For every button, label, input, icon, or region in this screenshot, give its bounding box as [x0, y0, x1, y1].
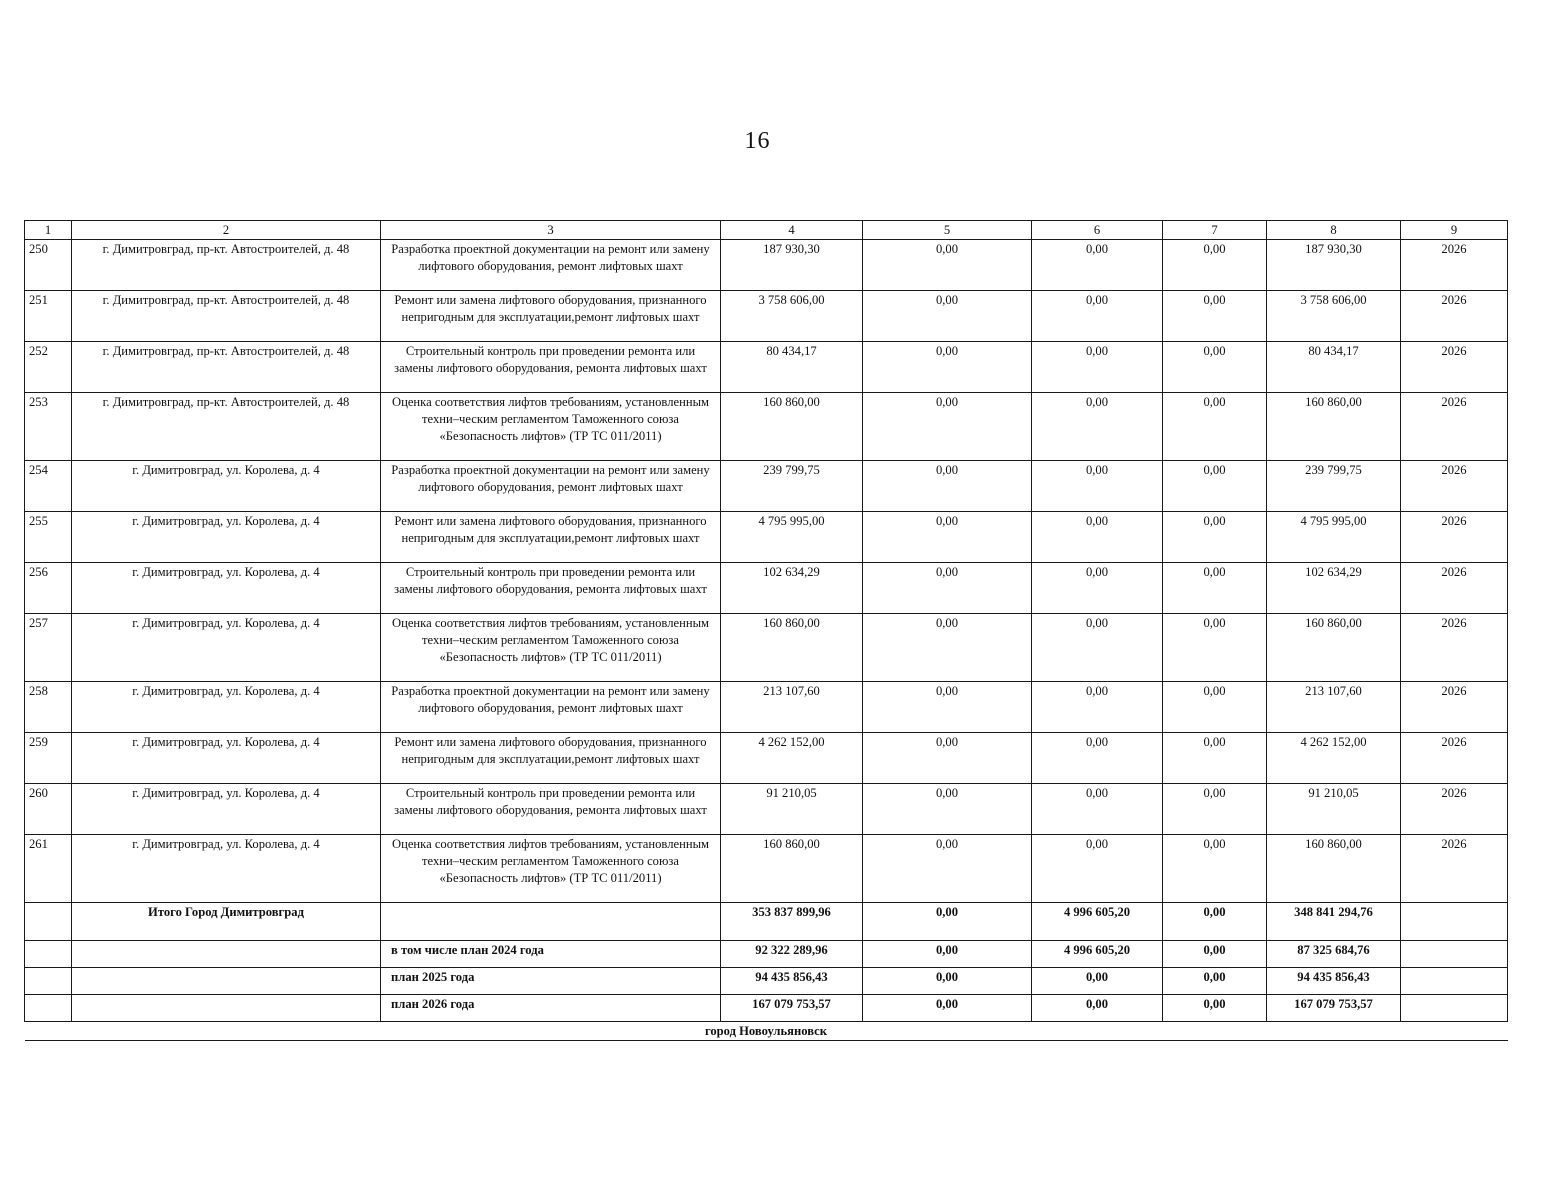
row-col4: 4 262 152,00	[721, 733, 863, 784]
row-address: г. Димитровград, ул. Королева, д. 4	[72, 563, 381, 614]
row-col5: 0,00	[863, 784, 1032, 835]
row-col6: 0,00	[1032, 291, 1163, 342]
row-col8: 4 262 152,00	[1267, 733, 1401, 784]
subtotal-col7: 0,00	[1163, 968, 1267, 995]
row-col4: 213 107,60	[721, 682, 863, 733]
row-col4: 3 758 606,00	[721, 291, 863, 342]
subtotal-row	[25, 941, 1508, 968]
row-col4: 239 799,75	[721, 461, 863, 512]
row-number: 251	[25, 291, 72, 342]
row-year: 2026	[1401, 563, 1508, 614]
row-col4: 80 434,17	[721, 342, 863, 393]
row-col6: 0,00	[1032, 461, 1163, 512]
row-address: г. Димитровград, ул. Королева, д. 4	[72, 614, 381, 682]
row-col8: 160 860,00	[1267, 393, 1401, 461]
table-row	[25, 512, 1508, 563]
row-work-type: Строительный контроль при проведении ремонта или замены лифтового оборудования, ремонта лифтовых шахт	[381, 342, 721, 393]
row-col5: 0,00	[863, 835, 1032, 903]
row-address: г. Димитровград, пр-кт. Автостроителей, д. 48	[72, 291, 381, 342]
row-number: 255	[25, 512, 72, 563]
row-work-type: Оценка соответствия лифтов требованиям, установленным техни–ческим регламентом Таможенного союза «Безопасность лифтов» (ТР ТС 011/2011)	[381, 393, 721, 461]
table-row	[25, 240, 1508, 291]
subtotal-address-cell	[72, 995, 381, 1022]
row-col5: 0,00	[863, 342, 1032, 393]
row-year: 2026	[1401, 733, 1508, 784]
row-col5: 0,00	[863, 563, 1032, 614]
row-col8: 160 860,00	[1267, 835, 1401, 903]
row-col7: 0,00	[1163, 563, 1267, 614]
row-col6: 0,00	[1032, 240, 1163, 291]
row-number: 256	[25, 563, 72, 614]
row-address: г. Димитровград, пр-кт. Автостроителей, д. 48	[72, 342, 381, 393]
row-col4: 102 634,29	[721, 563, 863, 614]
subtotal-address-cell	[72, 968, 381, 995]
row-col7: 0,00	[1163, 461, 1267, 512]
row-year: 2026	[1401, 291, 1508, 342]
row-address: г. Димитровград, ул. Королева, д. 4	[72, 733, 381, 784]
row-col4: 187 930,30	[721, 240, 863, 291]
header-cell: 1	[25, 221, 72, 240]
row-col6: 0,00	[1032, 733, 1163, 784]
row-col4: 4 795 995,00	[721, 512, 863, 563]
row-col7: 0,00	[1163, 733, 1267, 784]
row-number: 260	[25, 784, 72, 835]
subtotal-col6: 0,00	[1032, 995, 1163, 1022]
subtotal-col6: 4 996 605,20	[1032, 941, 1163, 968]
row-col4: 160 860,00	[721, 835, 863, 903]
row-number: 261	[25, 835, 72, 903]
row-number: 257	[25, 614, 72, 682]
row-col6: 0,00	[1032, 512, 1163, 563]
subtotal-num-cell	[25, 968, 72, 995]
row-col7: 0,00	[1163, 342, 1267, 393]
row-col6: 0,00	[1032, 342, 1163, 393]
total-label: Итого Город Димитровград	[72, 903, 381, 941]
row-address: г. Димитровград, ул. Королева, д. 4	[72, 512, 381, 563]
row-year: 2026	[1401, 461, 1508, 512]
total-year-cell	[1401, 903, 1508, 941]
subtotal-label: план 2026 года	[381, 995, 721, 1022]
subtotal-col8: 87 325 684,76	[1267, 941, 1401, 968]
row-col6: 0,00	[1032, 614, 1163, 682]
subtotal-col8: 167 079 753,57	[1267, 995, 1401, 1022]
row-col6: 0,00	[1032, 682, 1163, 733]
row-col8: 91 210,05	[1267, 784, 1401, 835]
row-work-type: Строительный контроль при проведении ремонта или замены лифтового оборудования, ремонта лифтовых шахт	[381, 563, 721, 614]
subtotal-address-cell	[72, 941, 381, 968]
section-heading: город Новоульяновск	[25, 1022, 1508, 1041]
total-row	[25, 903, 1508, 941]
row-col7: 0,00	[1163, 291, 1267, 342]
row-col5: 0,00	[863, 393, 1032, 461]
row-col8: 4 795 995,00	[1267, 512, 1401, 563]
table-row	[25, 682, 1508, 733]
row-col8: 160 860,00	[1267, 614, 1401, 682]
row-col8: 102 634,29	[1267, 563, 1401, 614]
total-work-cell	[381, 903, 721, 941]
total-col7: 0,00	[1163, 903, 1267, 941]
header-cell: 4	[721, 221, 863, 240]
table-row	[25, 461, 1508, 512]
row-col6: 0,00	[1032, 835, 1163, 903]
repair-plan-table	[24, 220, 1508, 1041]
row-col7: 0,00	[1163, 835, 1267, 903]
page-number: 16	[744, 128, 771, 154]
row-work-type: Разработка проектной документации на ремонт или замену лифтового оборудования, ремонт лифтовых шахт	[381, 240, 721, 291]
row-col6: 0,00	[1032, 393, 1163, 461]
total-col4: 353 837 899,96	[721, 903, 863, 941]
total-col6: 4 996 605,20	[1032, 903, 1163, 941]
row-col4: 160 860,00	[721, 614, 863, 682]
subtotal-row	[25, 968, 1508, 995]
row-address: г. Димитровград, ул. Королева, д. 4	[72, 461, 381, 512]
row-col5: 0,00	[863, 512, 1032, 563]
row-year: 2026	[1401, 342, 1508, 393]
row-col5: 0,00	[863, 461, 1032, 512]
header-cell: 7	[1163, 221, 1267, 240]
row-number: 258	[25, 682, 72, 733]
table-row	[25, 835, 1508, 903]
row-year: 2026	[1401, 784, 1508, 835]
subtotal-col4: 92 322 289,96	[721, 941, 863, 968]
subtotal-label: план 2025 года	[381, 968, 721, 995]
row-year: 2026	[1401, 835, 1508, 903]
row-work-type: Оценка соответствия лифтов требованиям, установленным техни–ческим регламентом Таможенного союза «Безопасность лифтов» (ТР ТС 011/2011)	[381, 835, 721, 903]
table-row	[25, 784, 1508, 835]
row-number: 252	[25, 342, 72, 393]
row-col6: 0,00	[1032, 784, 1163, 835]
row-col5: 0,00	[863, 291, 1032, 342]
row-year: 2026	[1401, 393, 1508, 461]
row-col8: 80 434,17	[1267, 342, 1401, 393]
table-row	[25, 393, 1508, 461]
row-col7: 0,00	[1163, 614, 1267, 682]
header-cell: 5	[863, 221, 1032, 240]
row-col8: 187 930,30	[1267, 240, 1401, 291]
row-number: 250	[25, 240, 72, 291]
subtotal-num-cell	[25, 995, 72, 1022]
row-year: 2026	[1401, 512, 1508, 563]
header-cell: 6	[1032, 221, 1163, 240]
section-heading-row	[25, 1022, 1508, 1041]
row-work-type: Разработка проектной документации на ремонт или замену лифтового оборудования, ремонт лифтовых шахт	[381, 682, 721, 733]
subtotal-num-cell	[25, 941, 72, 968]
row-col4: 160 860,00	[721, 393, 863, 461]
row-col7: 0,00	[1163, 393, 1267, 461]
row-col7: 0,00	[1163, 784, 1267, 835]
row-col5: 0,00	[863, 240, 1032, 291]
row-work-type: Оценка соответствия лифтов требованиям, установленным техни–ческим регламентом Таможенного союза «Безопасность лифтов» (ТР ТС 011/2011)	[381, 614, 721, 682]
header-cell: 2	[72, 221, 381, 240]
row-year: 2026	[1401, 614, 1508, 682]
row-col6: 0,00	[1032, 563, 1163, 614]
row-address: г. Димитровград, пр-кт. Автостроителей, д. 48	[72, 240, 381, 291]
row-work-type: Разработка проектной документации на ремонт или замену лифтового оборудования, ремонт лифтовых шахт	[381, 461, 721, 512]
row-address: г. Димитровград, ул. Королева, д. 4	[72, 784, 381, 835]
subtotal-col8: 94 435 856,43	[1267, 968, 1401, 995]
row-col4: 91 210,05	[721, 784, 863, 835]
row-year: 2026	[1401, 682, 1508, 733]
header-cell: 8	[1267, 221, 1401, 240]
table-row	[25, 733, 1508, 784]
row-col8: 213 107,60	[1267, 682, 1401, 733]
subtotal-col6: 0,00	[1032, 968, 1163, 995]
row-col8: 3 758 606,00	[1267, 291, 1401, 342]
subtotal-row	[25, 995, 1508, 1022]
total-num-cell	[25, 903, 72, 941]
header-cell: 9	[1401, 221, 1508, 240]
table-row	[25, 563, 1508, 614]
subtotal-col5: 0,00	[863, 941, 1032, 968]
row-address: г. Димитровград, ул. Королева, д. 4	[72, 835, 381, 903]
subtotal-col5: 0,00	[863, 995, 1032, 1022]
subtotal-col5: 0,00	[863, 968, 1032, 995]
table-row	[25, 614, 1508, 682]
row-col8: 239 799,75	[1267, 461, 1401, 512]
row-col5: 0,00	[863, 614, 1032, 682]
row-number: 253	[25, 393, 72, 461]
subtotal-col4: 94 435 856,43	[721, 968, 863, 995]
total-col8: 348 841 294,76	[1267, 903, 1401, 941]
row-work-type: Ремонт или замена лифтового оборудования, признанного непригодным для эксплуатации,ремонт лифтовых шахт	[381, 291, 721, 342]
subtotal-col4: 167 079 753,57	[721, 995, 863, 1022]
subtotal-col7: 0,00	[1163, 995, 1267, 1022]
subtotal-year-cell	[1401, 968, 1508, 995]
subtotal-label: в том числе план 2024 года	[381, 941, 721, 968]
row-address: г. Димитровград, пр-кт. Автостроителей, д. 48	[72, 393, 381, 461]
row-work-type: Ремонт или замена лифтового оборудования, признанного непригодным для эксплуатации,ремонт лифтовых шахт	[381, 512, 721, 563]
row-year: 2026	[1401, 240, 1508, 291]
row-work-type: Ремонт или замена лифтового оборудования, признанного непригодным для эксплуатации,ремонт лифтовых шахт	[381, 733, 721, 784]
header-cell: 3	[381, 221, 721, 240]
row-number: 259	[25, 733, 72, 784]
row-col5: 0,00	[863, 733, 1032, 784]
row-work-type: Строительный контроль при проведении ремонта или замены лифтового оборудования, ремонта лифтовых шахт	[381, 784, 721, 835]
subtotal-year-cell	[1401, 995, 1508, 1022]
row-col7: 0,00	[1163, 682, 1267, 733]
subtotal-year-cell	[1401, 941, 1508, 968]
column-number-header	[25, 221, 1508, 240]
row-col5: 0,00	[863, 682, 1032, 733]
row-col7: 0,00	[1163, 240, 1267, 291]
total-col5: 0,00	[863, 903, 1032, 941]
row-address: г. Димитровград, ул. Королева, д. 4	[72, 682, 381, 733]
subtotal-col7: 0,00	[1163, 941, 1267, 968]
table-row	[25, 291, 1508, 342]
row-number: 254	[25, 461, 72, 512]
row-col7: 0,00	[1163, 512, 1267, 563]
table-row	[25, 342, 1508, 393]
